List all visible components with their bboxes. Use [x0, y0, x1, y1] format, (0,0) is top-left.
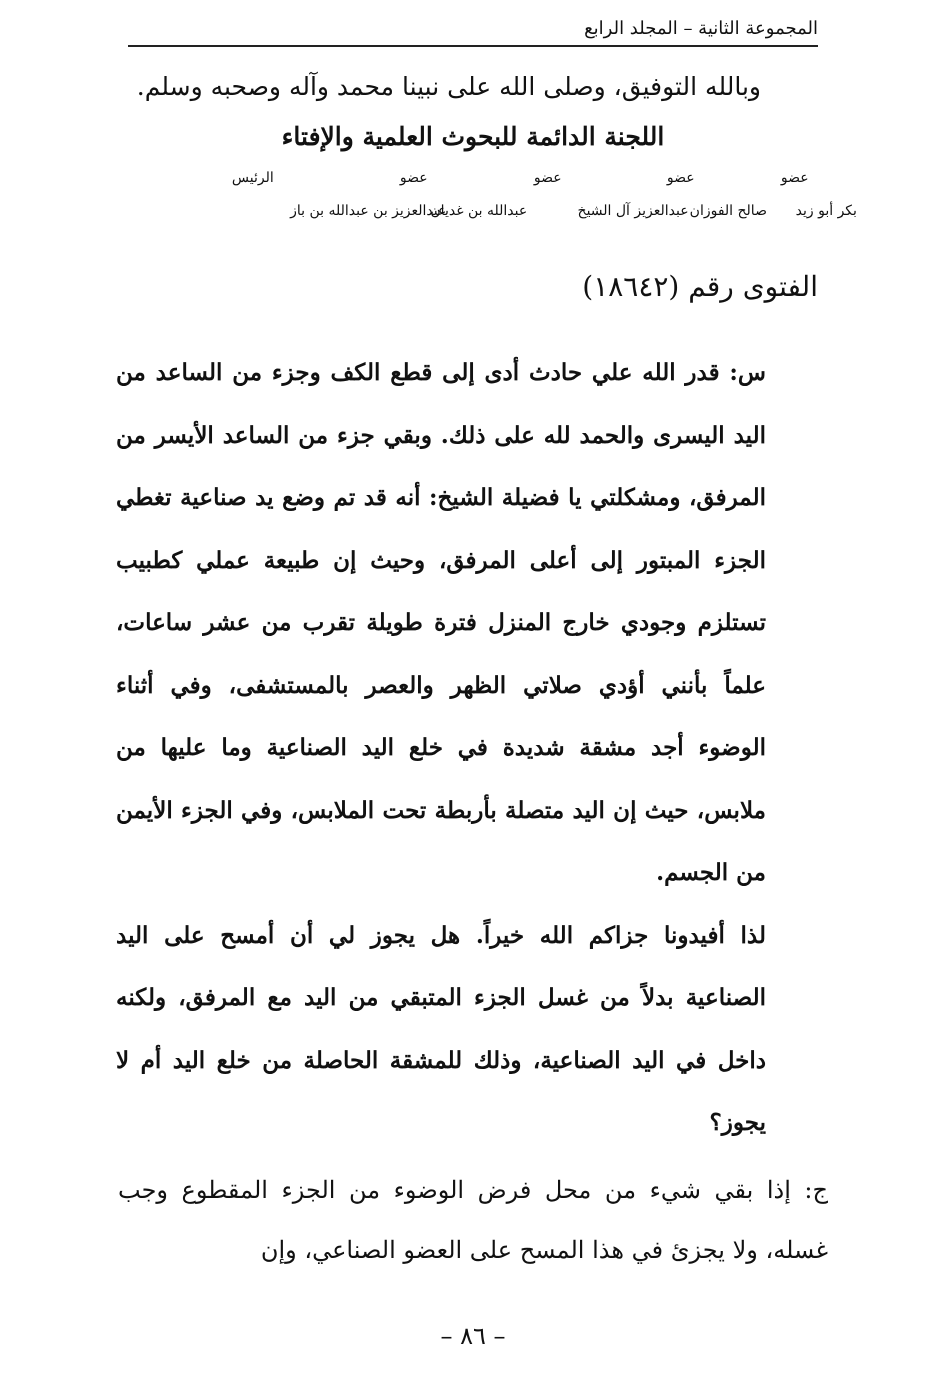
chairman-name: عبدالعزيز بن عبدالله بن باز	[290, 203, 447, 219]
answer-paragraph: ج: إذا بقي شيء من محل فرض الوضوء من الجزء المقطوع وجب غسله، ولا يجزئ في هذا المسح على العضو الصناعي، وإن	[118, 1176, 828, 1264]
closing-prayer: وبالله التوفيق، وصلى الله على نبينا محمد وآله وصحبه وسلم.	[136, 72, 761, 101]
member-role: عضو	[399, 170, 428, 186]
question-paragraph: س: قدر الله علي حادث أدى إلى قطع الكف وجزء من الساعد من اليد اليسرى والحمد لله على ذلك. وبقي جزء من الساعد الأيسر من المرفق، ومشكلتي يا فضيلة الشيخ: أنه قد تم وضع يد صناعية تغطي الجزء المبتور إلى أعلى المرفق، وحيث إن طبيعة عملي كطبيب تستلزم وجودي خارج المنزل فترة طويلة تقرب من عشر ساعات، علماً بأنني أؤدي صلاتي الظهر والعصر بالمستشفى، وفي أثناء الوضوء أجد مشقة شديدة في خلع اليد الصناعية وما عليها من ملابس، حيث إن اليد متصلة بأربطة تحت الملابس، وفي الجزء الأيمن من الجسم.	[116, 359, 766, 886]
question-block	[116, 342, 766, 1155]
member-role: عضو	[533, 170, 562, 186]
committee-title: اللجنة الدائمة للبحوث العلمية والإفتاء	[281, 122, 665, 151]
member-name: صالح الفوزان	[689, 203, 767, 219]
fatwa-number: الفتوى رقم (١٨٦٤٢)	[582, 270, 818, 303]
member-role: عضو	[666, 170, 695, 186]
member-name: بكر أبو زيد	[795, 203, 857, 219]
question-paragraph: لذا أفيدونا جزاكم الله خيراً. هل يجوز لي أن أمسح على اليد الصناعية بدلاً من غسل الجزء المتبقي من اليد مع المرفق، ولكنه داخل في اليد الصناعية، وذلك للمشقة الحاصلة من خلع اليد أم لا يجوز؟	[116, 921, 766, 1136]
member-role: عضو	[780, 170, 809, 186]
member-name: عبدالعزيز آل الشيخ	[577, 203, 689, 219]
member-name: عبدالله بن غديان	[430, 203, 528, 219]
running-header: المجموعة الثانية – المجلد الرابع	[128, 18, 818, 47]
page-number: – ٨٦ –	[440, 1322, 506, 1350]
chairman-role: الرئيس	[231, 170, 274, 186]
